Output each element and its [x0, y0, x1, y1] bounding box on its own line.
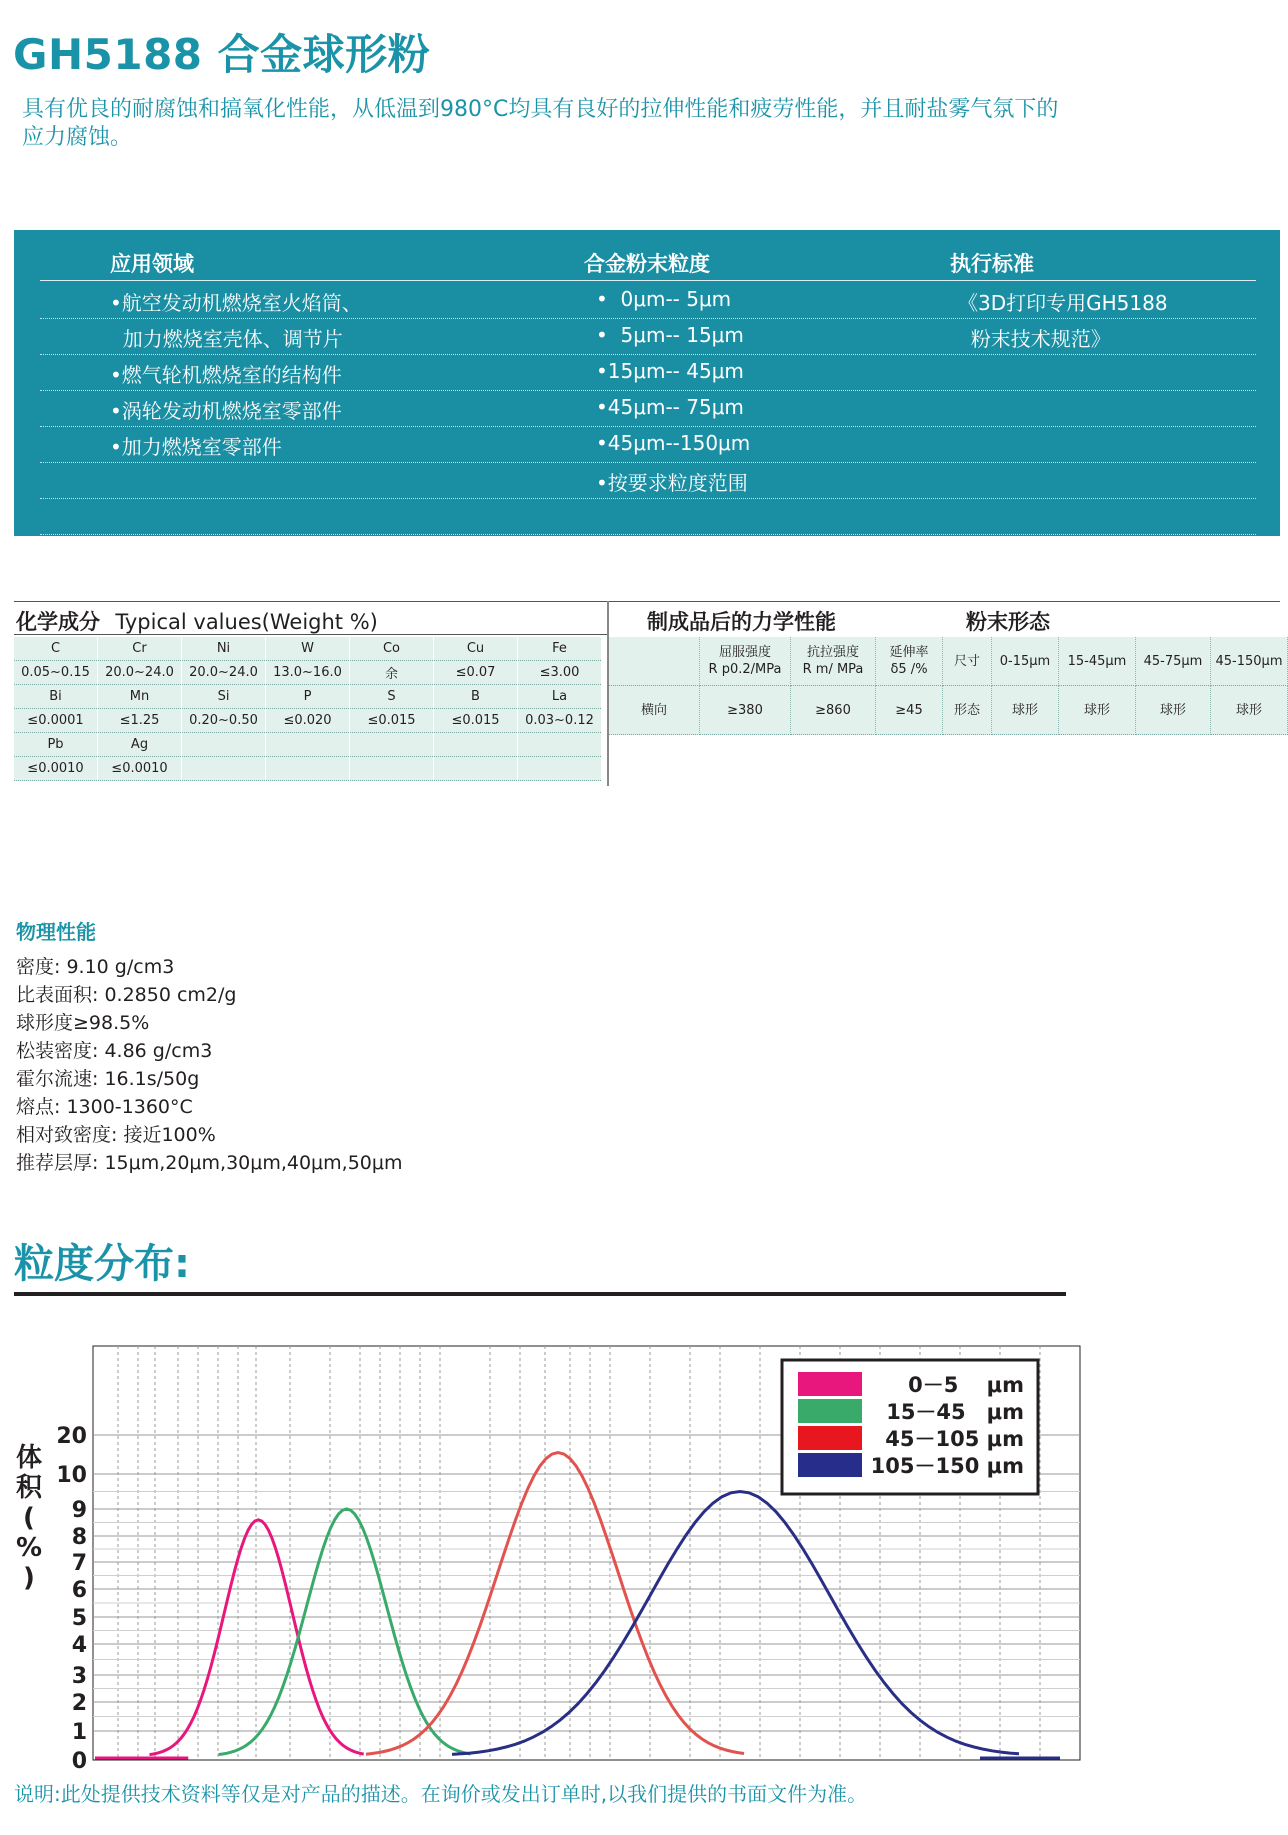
element-cell: Fe [518, 637, 602, 661]
page-title: GH5188 合金球形粉 [13, 30, 431, 79]
value-cell [350, 757, 434, 781]
mechanical-table [609, 637, 1288, 735]
element-cell: Co [350, 637, 434, 661]
value-cell: 13.0~16.0 [266, 661, 350, 685]
mechanical-value-row [609, 686, 1288, 735]
value-row [14, 709, 602, 733]
mechanical-value-cell: 横向 [609, 686, 700, 735]
legend-label: 15－45 μm [886, 1400, 1024, 1424]
mechanical-title: 制成品后的力学性能 [647, 610, 836, 634]
physical-list [16, 953, 402, 1177]
application-row [40, 318, 1256, 355]
element-row [14, 733, 602, 757]
intro-text: 具有优良的耐腐蚀和搞氧化性能，从低温到980°C均具有良好的拉伸性能和疲劳性能，并且耐盐雾气氛下的应力腐蚀。 [22, 97, 1059, 150]
value-cell: ≤0.0001 [14, 709, 98, 733]
powder-size-cell: •按要求粒度范围 [596, 471, 748, 495]
mechanical-value-cell: ≥380 [700, 686, 791, 735]
element-cell: W [266, 637, 350, 661]
mechanical-value-cell: ≥45 [876, 686, 943, 735]
element-cell [434, 733, 518, 757]
application-field-cell: 加力燃烧室壳体、调节片 [110, 327, 343, 351]
application-panel [14, 230, 1280, 536]
mechanical-header-cell: 0-15μm [992, 637, 1059, 686]
y-tick-label: 7 [71, 1551, 87, 1576]
physical-property-item: 霍尔流速: 16.1s/50g [16, 1068, 200, 1090]
element-cell [350, 733, 434, 757]
footnote: 说明:此处提供技术资料等仅是对产品的描述。在询价或发出订单时,以我们提供的书面文件为准。 [14, 1782, 868, 1806]
legend-swatch [798, 1453, 862, 1477]
element-row [14, 685, 602, 709]
mechanical-header-cell: 延伸率 δ5 /% [876, 637, 943, 686]
mechanical-value-cell: 球形 [992, 686, 1059, 735]
y-axis-title-char: 积 [15, 1473, 42, 1503]
value-cell [434, 757, 518, 781]
y-tick-label: 1 [71, 1720, 87, 1745]
element-row [14, 637, 602, 661]
y-tick-label: 6 [71, 1578, 87, 1603]
chemistry-title [16, 606, 378, 636]
value-cell: ≤0.07 [434, 661, 518, 685]
powder-size-cell: •15μm-- 45μm [596, 359, 744, 383]
y-tick-label: 9 [71, 1498, 87, 1523]
element-cell: Ni [182, 637, 266, 661]
mechanical-header-row [609, 637, 1288, 686]
element-cell: Si [182, 685, 266, 709]
value-row [14, 661, 602, 685]
value-cell: ≤0.015 [350, 709, 434, 733]
powder-size-cell: •45μm-- 75μm [596, 395, 744, 419]
application-field-cell: •燃气轮机燃烧室的结构件 [110, 363, 342, 387]
value-cell: ≤1.25 [98, 709, 182, 733]
header-divider [40, 280, 1256, 281]
value-cell: ≤0.020 [266, 709, 350, 733]
legend-swatch [798, 1372, 862, 1396]
element-cell [182, 733, 266, 757]
value-cell [266, 757, 350, 781]
mechanical-value-cell: 球形 [1211, 686, 1288, 735]
element-cell: Mn [98, 685, 182, 709]
y-tick-label: 4 [71, 1633, 87, 1658]
value-cell: 余 [350, 661, 434, 685]
distribution-rule [14, 1292, 1066, 1296]
legend-label: 105－150 μm [870, 1454, 1024, 1478]
physical-property-item: 熔点: 1300-1360°C [16, 1096, 193, 1118]
element-cell [266, 733, 350, 757]
value-cell: ≤0.0010 [98, 757, 182, 781]
mechanical-value-cell: ≥860 [791, 686, 876, 735]
element-cell: B [434, 685, 518, 709]
header-application-field: 应用领域 [110, 252, 194, 276]
header-powder-size: 合金粉末粒度 [584, 252, 710, 276]
mechanical-value-cell: 球形 [1059, 686, 1136, 735]
mechanical-header-cell: 抗拉强度 R m/ MPa [791, 637, 876, 686]
physical-property-item: 球形度≥98.5% [16, 1012, 150, 1034]
y-tick-label: 0 [71, 1749, 87, 1770]
chemistry-table [14, 637, 602, 781]
element-cell: P [266, 685, 350, 709]
mechanical-header-cell: 15-45μm [1059, 637, 1136, 686]
element-cell: S [350, 685, 434, 709]
mechanical-header-cell: 尺寸 [943, 637, 992, 686]
particle-size-chart [0, 1310, 1100, 1770]
value-cell: 0.03~0.12 [518, 709, 602, 733]
y-axis-title-char: ) [23, 1563, 35, 1593]
powder-size-cell: •45μm--150μm [596, 431, 751, 455]
value-cell: 20.0~24.0 [182, 661, 266, 685]
y-tick-label: 2 [71, 1691, 87, 1716]
value-cell: ≤0.015 [434, 709, 518, 733]
application-row [40, 282, 1256, 319]
element-cell: C [14, 637, 98, 661]
mechanical-value-cell: 球形 [1136, 686, 1211, 735]
y-tick-label: 20 [56, 1424, 87, 1449]
chemistry-title-cn: 化学成分 [16, 610, 100, 634]
application-field-cell: •加力燃烧室零部件 [110, 435, 282, 459]
application-field-cell: •涡轮发动机燃烧室零部件 [110, 399, 342, 423]
y-axis-title-char: ( [23, 1503, 35, 1533]
application-row [40, 462, 1256, 499]
application-row [40, 498, 1256, 535]
y-tick-label: 5 [71, 1606, 87, 1631]
physical-property-item: 密度: 9.10 g/cm3 [16, 956, 175, 978]
mechanical-header-cell [609, 637, 700, 686]
value-row [14, 757, 602, 781]
element-cell: Cr [98, 637, 182, 661]
y-tick-label: 10 [56, 1463, 87, 1488]
chemistry-title-rule [14, 634, 607, 635]
value-cell: ≤0.0010 [14, 757, 98, 781]
mechanical-header-cell: 屈服强度 R p0.2/MPa [700, 637, 791, 686]
application-row [40, 390, 1256, 427]
application-row [40, 354, 1256, 391]
application-field-cell: •航空发动机燃烧室火焰筒、 [110, 291, 362, 315]
element-cell: Cu [434, 637, 518, 661]
value-cell [518, 757, 602, 781]
element-cell: Pb [14, 733, 98, 757]
standard-cell: 《3D打印专用GH5188 [958, 291, 1168, 315]
powder-size-cell: • 5μm-- 15μm [596, 323, 744, 347]
section-top-rule [14, 601, 1280, 602]
physical-property-item: 相对致密度: 接近100% [16, 1124, 216, 1146]
value-cell: 0.05~0.15 [14, 661, 98, 685]
value-cell [182, 757, 266, 781]
y-tick-label: 3 [71, 1664, 87, 1689]
value-cell: ≤3.00 [518, 661, 602, 685]
physical-property-item: 松装密度: 4.86 g/cm3 [16, 1040, 213, 1062]
physical-property-item: 推荐层厚: 15μm,20μm,30μm,40μm,50μm [16, 1152, 403, 1174]
morphology-title: 粉末形态 [966, 610, 1050, 634]
mechanical-header-cell: 45-150μm [1211, 637, 1288, 686]
chemistry-title-en: Typical values(Weight %) [115, 610, 378, 634]
y-axis-title-char: % [15, 1533, 43, 1563]
physical-property-item: 比表面积: 0.2850 cm2/g [16, 984, 237, 1006]
y-tick-label: 8 [71, 1525, 87, 1550]
distribution-title: 粒度分布: [14, 1241, 190, 1287]
standard-cell: 粉末技术规范》 [958, 327, 1111, 351]
y-axis-title-char: 体 [15, 1443, 42, 1473]
element-cell: Ag [98, 733, 182, 757]
powder-size-cell: • 0μm-- 5μm [596, 287, 732, 311]
value-cell: 20.0~24.0 [98, 661, 182, 685]
element-cell [518, 733, 602, 757]
header-standard: 执行标准 [950, 252, 1034, 276]
element-cell: Bi [14, 685, 98, 709]
legend-swatch [798, 1399, 862, 1423]
element-cell: La [518, 685, 602, 709]
application-row [40, 426, 1256, 463]
legend-swatch [798, 1426, 862, 1450]
mechanical-value-cell: 形态 [943, 686, 992, 735]
mechanical-header-cell: 45-75μm [1136, 637, 1211, 686]
legend-label: 0－5 μm [908, 1373, 1024, 1397]
legend-label: 45－105 μm [885, 1427, 1024, 1451]
physical-title: 物理性能 [16, 920, 96, 944]
value-cell: 0.20~0.50 [182, 709, 266, 733]
